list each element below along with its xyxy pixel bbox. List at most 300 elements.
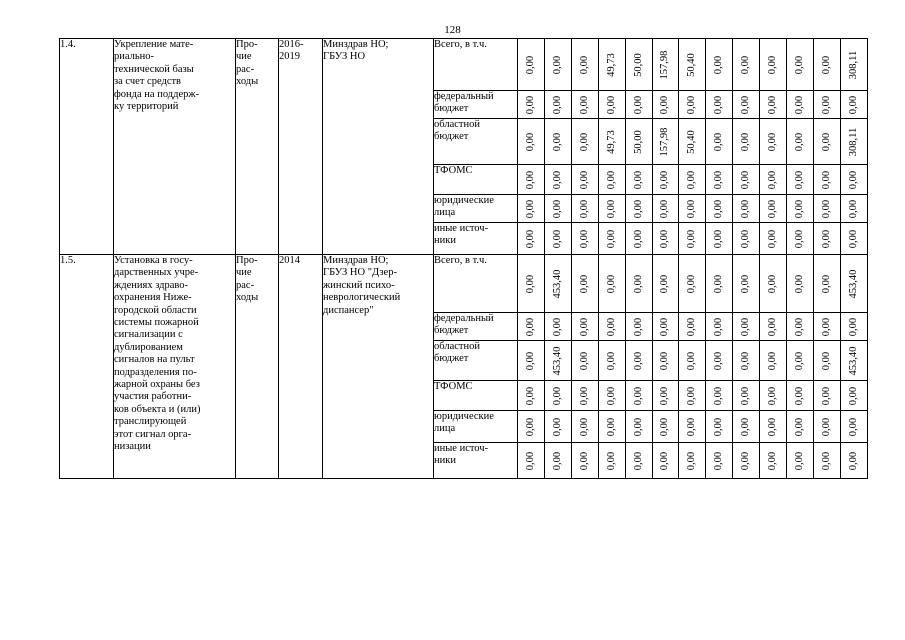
amount-value: 0,00 bbox=[793, 451, 805, 470]
text-line: системы пожарной bbox=[114, 317, 199, 329]
funding-source bbox=[434, 91, 518, 119]
amount-value: 0,00 bbox=[524, 317, 536, 336]
text-line: этот сигнал орга- bbox=[114, 428, 192, 440]
amount-value: 0,00 bbox=[740, 351, 751, 370]
item-years bbox=[279, 39, 323, 255]
amount-value: 0,00 bbox=[524, 55, 536, 74]
amount-value: 0,00 bbox=[713, 417, 725, 436]
amount-cell bbox=[679, 411, 706, 443]
amount-value: 49,73 bbox=[605, 129, 617, 154]
amount-value: 0,00 bbox=[766, 199, 778, 218]
amount-cell bbox=[706, 313, 733, 341]
amount-value: 0,00 bbox=[713, 317, 725, 336]
amount-value: 0,00 bbox=[686, 386, 698, 405]
amount-value: 0,00 bbox=[605, 351, 617, 370]
funding-source bbox=[434, 443, 518, 479]
amount-cell bbox=[571, 165, 598, 195]
text-line: Минздрав НО; bbox=[323, 39, 389, 50]
amount-cell bbox=[598, 91, 625, 119]
amount-cell bbox=[571, 411, 598, 443]
text-line: 2014 bbox=[279, 255, 300, 266]
amount-value: 0,00 bbox=[740, 274, 751, 293]
amount-cell bbox=[813, 411, 840, 443]
amount-cell bbox=[733, 255, 760, 313]
text-line: бюджет bbox=[434, 353, 469, 365]
amount-value: 0,00 bbox=[578, 132, 590, 151]
amount-cell bbox=[625, 223, 652, 255]
amount-value: 0,00 bbox=[605, 417, 617, 436]
text-line: юридические bbox=[434, 195, 494, 206]
amount-value: 453,40 bbox=[551, 346, 563, 375]
text-line: ники bbox=[434, 235, 456, 247]
amount-cell bbox=[787, 119, 814, 165]
amount-cell bbox=[787, 195, 814, 223]
amount-cell bbox=[544, 223, 571, 255]
amount-value: 0,00 bbox=[632, 317, 644, 336]
amount-cell bbox=[760, 411, 787, 443]
amount-cell bbox=[598, 255, 625, 313]
amount-value: 0,00 bbox=[713, 95, 725, 114]
amount-cell bbox=[787, 341, 814, 381]
amount-value: 0,00 bbox=[713, 170, 725, 189]
amount-value: 0,00 bbox=[820, 55, 832, 74]
amount-cell bbox=[518, 39, 545, 91]
amount-value: 0,00 bbox=[524, 351, 536, 370]
amount-value: 0,00 bbox=[740, 229, 751, 248]
amount-cell bbox=[652, 195, 679, 223]
amount-cell bbox=[813, 91, 840, 119]
amount-value: 0,00 bbox=[659, 274, 671, 293]
amount-value: 0,00 bbox=[524, 451, 536, 470]
funding-source bbox=[434, 255, 518, 313]
amount-value: 0,00 bbox=[766, 274, 778, 293]
amount-cell bbox=[706, 381, 733, 411]
item-executor bbox=[323, 255, 434, 479]
amount-cell bbox=[571, 255, 598, 313]
amount-cell bbox=[518, 91, 545, 119]
amount-cell bbox=[679, 39, 706, 91]
text-line: неврологический bbox=[323, 292, 401, 304]
amount-value: 0,00 bbox=[793, 55, 805, 74]
amount-value: 0,00 bbox=[659, 386, 671, 405]
amount-value: 0,00 bbox=[578, 199, 590, 218]
text-line: ждениях здраво- bbox=[114, 279, 189, 291]
item-number: 1.5. bbox=[60, 255, 114, 479]
amount-cell bbox=[571, 119, 598, 165]
text-line: жарной охраны без bbox=[114, 379, 200, 391]
amount-cell bbox=[518, 443, 545, 479]
amount-value: 0,00 bbox=[793, 199, 805, 218]
amount-value: 0,00 bbox=[793, 170, 805, 189]
amount-cell bbox=[518, 411, 545, 443]
amount-value: 0,00 bbox=[605, 274, 617, 293]
text-line: ГБУЗ НО "Дзер- bbox=[323, 267, 397, 279]
text-line: сигнализации с bbox=[114, 329, 183, 341]
funding-source bbox=[434, 195, 518, 223]
amount-cell bbox=[598, 39, 625, 91]
amount-value: 0,00 bbox=[524, 170, 536, 189]
amount-value: 308,11 bbox=[847, 50, 859, 79]
amount-cell bbox=[787, 223, 814, 255]
amount-cell bbox=[571, 313, 598, 341]
amount-cell bbox=[679, 381, 706, 411]
text-line: дарственных учре- bbox=[114, 267, 199, 279]
item-name bbox=[114, 255, 236, 479]
amount-value: 0,00 bbox=[605, 229, 617, 248]
amount-cell bbox=[571, 195, 598, 223]
table-row bbox=[60, 255, 868, 313]
funding-source bbox=[434, 223, 518, 255]
text-line: ков объекта и (или) bbox=[114, 403, 201, 415]
amount-value: 0,00 bbox=[605, 199, 617, 218]
amount-value: 0,00 bbox=[524, 132, 536, 151]
amount-value: 0,00 bbox=[605, 451, 617, 470]
text-line: 2019 bbox=[279, 51, 300, 63]
amount-value: 0,00 bbox=[632, 351, 644, 370]
amount-cell bbox=[733, 223, 760, 255]
text-line: фонда на поддерж- bbox=[114, 88, 200, 100]
text-line: чие bbox=[236, 267, 252, 279]
amount-value: 0,00 bbox=[686, 351, 698, 370]
amount-value: 0,00 bbox=[659, 351, 671, 370]
amount-value: 0,00 bbox=[793, 417, 805, 436]
text-line: низации bbox=[114, 441, 151, 453]
amount-value: 0,00 bbox=[605, 317, 617, 336]
amount-cell bbox=[652, 443, 679, 479]
amount-value: 0,00 bbox=[578, 274, 590, 293]
amount-cell bbox=[787, 91, 814, 119]
amount-value: 0,00 bbox=[578, 351, 590, 370]
amount-cell bbox=[787, 411, 814, 443]
text-line: охранения Ниже- bbox=[114, 292, 192, 304]
amount-value: 0,00 bbox=[686, 199, 698, 218]
amount-cell bbox=[679, 195, 706, 223]
amount-value: 0,00 bbox=[847, 451, 859, 470]
amount-value: 0,00 bbox=[524, 274, 536, 293]
amount-cell bbox=[544, 39, 571, 91]
amount-cell bbox=[733, 165, 760, 195]
amount-value: 0,00 bbox=[740, 199, 751, 218]
amount-cell bbox=[571, 91, 598, 119]
amount-cell bbox=[544, 165, 571, 195]
text-line: риально- bbox=[114, 51, 155, 63]
text-line: ходы bbox=[236, 76, 259, 88]
amount-cell bbox=[598, 195, 625, 223]
amount-cell bbox=[733, 195, 760, 223]
amount-cell bbox=[571, 381, 598, 411]
amount-value: 0,00 bbox=[820, 451, 832, 470]
amount-cell bbox=[679, 341, 706, 381]
amount-value: 0,00 bbox=[820, 317, 832, 336]
amount-cell bbox=[544, 341, 571, 381]
amount-cell bbox=[813, 119, 840, 165]
amount-value: 0,00 bbox=[524, 417, 536, 436]
amount-cell bbox=[598, 411, 625, 443]
amount-value: 0,00 bbox=[766, 95, 778, 114]
amount-value: 0,00 bbox=[632, 386, 644, 405]
text-line: подразделения по- bbox=[114, 366, 197, 378]
amount-value: 0,00 bbox=[578, 317, 590, 336]
amount-value: 0,00 bbox=[847, 199, 859, 218]
text-line: ку территорий bbox=[114, 101, 179, 113]
text-line: рас- bbox=[236, 279, 255, 291]
amount-cell bbox=[760, 39, 787, 91]
amount-value: 50,00 bbox=[632, 129, 644, 154]
amount-cell bbox=[598, 223, 625, 255]
text-line: рас- bbox=[236, 63, 255, 75]
amount-value: 0,00 bbox=[551, 55, 563, 74]
amount-value: 0,00 bbox=[551, 199, 563, 218]
amount-cell bbox=[544, 119, 571, 165]
amount-value: 0,00 bbox=[713, 199, 725, 218]
amount-value: 0,00 bbox=[766, 417, 778, 436]
amount-value: 0,00 bbox=[578, 229, 590, 248]
text-line: Минздрав НО; bbox=[323, 255, 389, 266]
amount-cell bbox=[625, 341, 652, 381]
amount-value: 0,00 bbox=[793, 132, 805, 151]
amount-value: 0,00 bbox=[605, 95, 617, 114]
amount-cell bbox=[518, 341, 545, 381]
amount-value: 0,00 bbox=[820, 199, 832, 218]
amount-cell bbox=[625, 411, 652, 443]
amount-cell bbox=[544, 255, 571, 313]
amount-value: 0,00 bbox=[793, 351, 805, 370]
amount-value: 0,00 bbox=[659, 451, 671, 470]
amount-value: 0,00 bbox=[632, 229, 644, 248]
amount-value: 0,00 bbox=[793, 274, 805, 293]
text-line: федеральный bbox=[434, 313, 494, 324]
amount-value: 0,00 bbox=[713, 274, 725, 293]
amount-value: 453,40 bbox=[847, 346, 859, 375]
amount-cell bbox=[544, 381, 571, 411]
amount-cell bbox=[706, 195, 733, 223]
amount-cell bbox=[787, 313, 814, 341]
amount-cell bbox=[518, 195, 545, 223]
amount-cell bbox=[625, 381, 652, 411]
text-line: ТФОМС bbox=[434, 381, 473, 392]
amount-cell bbox=[840, 119, 867, 165]
text-line: Всего, в т.ч. bbox=[434, 255, 487, 266]
amount-cell bbox=[840, 195, 867, 223]
amount-value: 0,00 bbox=[820, 386, 832, 405]
amount-value: 0,00 bbox=[820, 170, 832, 189]
item-executor bbox=[323, 39, 434, 255]
text-line: иные источ- bbox=[434, 223, 489, 234]
amount-cell bbox=[679, 443, 706, 479]
text-line: иные источ- bbox=[434, 443, 489, 454]
amount-cell bbox=[760, 443, 787, 479]
amount-cell bbox=[813, 443, 840, 479]
amount-value: 0,00 bbox=[578, 95, 590, 114]
amount-cell bbox=[733, 411, 760, 443]
text-line: за счет средств bbox=[114, 76, 182, 88]
amount-cell bbox=[652, 39, 679, 91]
amount-value: 0,00 bbox=[686, 317, 698, 336]
table-row bbox=[60, 39, 868, 91]
amount-value: 50,40 bbox=[686, 52, 698, 77]
expense-type bbox=[236, 39, 279, 255]
item-name bbox=[114, 39, 236, 255]
text-line: 2016- bbox=[279, 39, 304, 50]
amount-cell bbox=[840, 165, 867, 195]
amount-cell bbox=[706, 411, 733, 443]
amount-value: 0,00 bbox=[766, 451, 778, 470]
amount-cell bbox=[598, 341, 625, 381]
amount-cell bbox=[787, 381, 814, 411]
amount-cell bbox=[760, 223, 787, 255]
amount-value: 0,00 bbox=[793, 95, 805, 114]
amount-value: 0,00 bbox=[740, 55, 751, 74]
funding-source bbox=[434, 341, 518, 381]
amount-value: 0,00 bbox=[766, 170, 778, 189]
table-body bbox=[60, 39, 868, 479]
amount-value: 0,00 bbox=[659, 317, 671, 336]
amount-value: 0,00 bbox=[659, 229, 671, 248]
amount-cell bbox=[625, 255, 652, 313]
amount-cell bbox=[679, 223, 706, 255]
amount-cell bbox=[733, 91, 760, 119]
text-line: Всего, в т.ч. bbox=[434, 39, 487, 50]
text-line: лица bbox=[434, 207, 456, 219]
amount-cell bbox=[706, 443, 733, 479]
amount-cell bbox=[760, 255, 787, 313]
expense-type bbox=[236, 255, 279, 479]
amount-value: 0,00 bbox=[524, 386, 536, 405]
amount-value: 50,40 bbox=[686, 129, 698, 154]
amount-cell bbox=[733, 341, 760, 381]
amount-cell bbox=[733, 119, 760, 165]
amount-value: 0,00 bbox=[686, 274, 698, 293]
text-line: областной bbox=[434, 341, 480, 352]
amount-value: 0,00 bbox=[766, 317, 778, 336]
amount-value: 0,00 bbox=[713, 132, 725, 151]
amount-value: 0,00 bbox=[847, 386, 859, 405]
amount-value: 0,00 bbox=[551, 317, 563, 336]
amount-cell bbox=[518, 313, 545, 341]
amount-cell bbox=[813, 341, 840, 381]
text-line: сигналов на пульт bbox=[114, 354, 195, 366]
amount-value: 0,00 bbox=[847, 317, 859, 336]
amount-value: 0,00 bbox=[632, 199, 644, 218]
text-line: Про- bbox=[236, 255, 258, 266]
amount-cell bbox=[679, 119, 706, 165]
amount-cell bbox=[518, 223, 545, 255]
amount-value: 0,00 bbox=[766, 386, 778, 405]
amount-value: 0,00 bbox=[605, 170, 617, 189]
amount-value: 0,00 bbox=[632, 95, 644, 114]
amount-value: 0,00 bbox=[820, 417, 832, 436]
amount-cell bbox=[625, 165, 652, 195]
amount-value: 0,00 bbox=[740, 170, 751, 189]
amount-cell bbox=[760, 195, 787, 223]
text-line: диспансер" bbox=[323, 304, 374, 316]
text-line: Про- bbox=[236, 39, 258, 50]
amount-value: 0,00 bbox=[820, 229, 832, 248]
amount-value: 0,00 bbox=[847, 229, 859, 248]
amount-cell bbox=[760, 381, 787, 411]
amount-cell bbox=[652, 223, 679, 255]
amount-cell bbox=[733, 443, 760, 479]
amount-cell bbox=[625, 313, 652, 341]
amount-value: 0,00 bbox=[659, 417, 671, 436]
amount-value: 453,40 bbox=[847, 269, 859, 298]
amount-cell bbox=[787, 165, 814, 195]
amount-cell bbox=[625, 119, 652, 165]
amount-value: 0,00 bbox=[551, 170, 563, 189]
amount-cell bbox=[518, 381, 545, 411]
amount-cell bbox=[813, 381, 840, 411]
amount-cell bbox=[598, 119, 625, 165]
amount-cell bbox=[706, 119, 733, 165]
text-line: федеральный bbox=[434, 91, 494, 102]
amount-cell bbox=[813, 313, 840, 341]
amount-cell bbox=[598, 313, 625, 341]
funding-source bbox=[434, 165, 518, 195]
amount-value: 0,00 bbox=[632, 451, 644, 470]
amount-cell bbox=[760, 91, 787, 119]
amount-cell bbox=[652, 255, 679, 313]
amount-cell bbox=[706, 165, 733, 195]
amount-value: 0,00 bbox=[793, 386, 805, 405]
amount-value: 0,00 bbox=[659, 199, 671, 218]
text-line: ники bbox=[434, 455, 456, 467]
item-number: 1.4. bbox=[60, 39, 114, 255]
amount-cell bbox=[652, 165, 679, 195]
amount-cell bbox=[787, 39, 814, 91]
amount-cell bbox=[813, 39, 840, 91]
amount-cell bbox=[787, 443, 814, 479]
text-line: ТФОМС bbox=[434, 165, 473, 176]
amount-cell bbox=[652, 91, 679, 119]
amount-cell bbox=[840, 443, 867, 479]
amount-value: 0,00 bbox=[766, 351, 778, 370]
amount-cell bbox=[625, 195, 652, 223]
amount-cell bbox=[813, 165, 840, 195]
amount-cell bbox=[706, 341, 733, 381]
amount-cell bbox=[840, 91, 867, 119]
amount-value: 0,00 bbox=[766, 229, 778, 248]
amount-cell bbox=[840, 411, 867, 443]
amount-cell bbox=[840, 39, 867, 91]
amount-value: 157,98 bbox=[659, 50, 671, 79]
amount-cell bbox=[840, 255, 867, 313]
amount-value: 0,00 bbox=[766, 55, 778, 74]
amount-value: 0,00 bbox=[686, 229, 698, 248]
amount-cell bbox=[840, 313, 867, 341]
text-line: чие bbox=[236, 51, 252, 63]
amount-cell bbox=[813, 255, 840, 313]
amount-cell bbox=[733, 39, 760, 91]
amount-value: 0,00 bbox=[524, 95, 536, 114]
amount-cell bbox=[518, 255, 545, 313]
amount-cell bbox=[652, 341, 679, 381]
text-line: технической базы bbox=[114, 63, 194, 75]
amount-value: 308,11 bbox=[847, 127, 859, 156]
amount-cell bbox=[544, 411, 571, 443]
amount-cell bbox=[813, 195, 840, 223]
amount-cell bbox=[679, 313, 706, 341]
text-line: ГБУЗ НО bbox=[323, 51, 366, 63]
amount-cell bbox=[544, 313, 571, 341]
amount-cell bbox=[598, 381, 625, 411]
amount-value: 50,00 bbox=[632, 52, 644, 77]
amount-cell bbox=[625, 443, 652, 479]
amount-value: 0,00 bbox=[686, 417, 698, 436]
amount-value: 0,00 bbox=[740, 317, 751, 336]
amount-cell bbox=[652, 119, 679, 165]
amount-cell bbox=[652, 313, 679, 341]
amount-value: 0,00 bbox=[578, 451, 590, 470]
